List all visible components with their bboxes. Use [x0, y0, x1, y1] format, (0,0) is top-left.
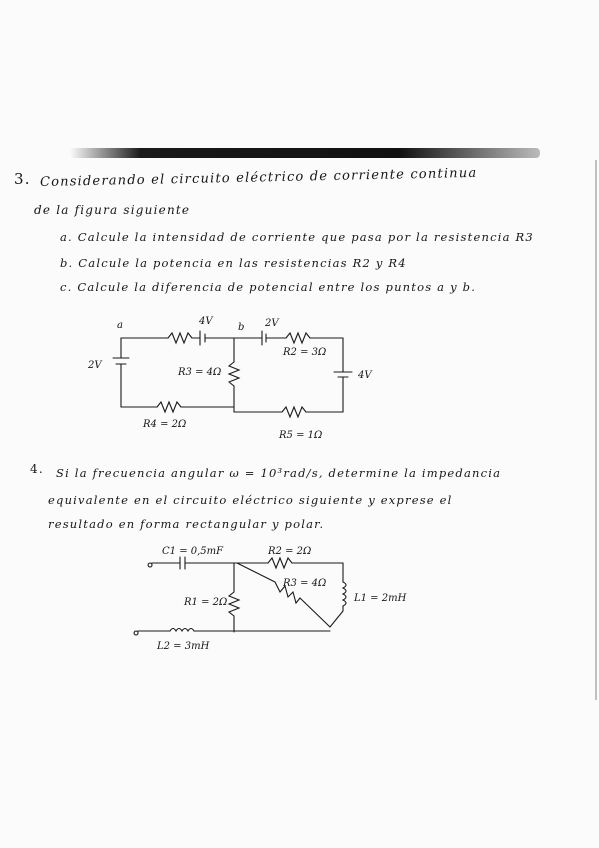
problem3-statement-line2: de la figura siguiente	[34, 203, 191, 217]
problem4-statement-line1: Si la frecuencia angular ω = 10³rad/s, determine la impedancia	[56, 466, 502, 480]
problem4-number: 4.	[30, 462, 44, 476]
problem3-statement-line1: Considerando el circuito eléctrico de corriente continua	[39, 165, 478, 190]
inductor-l2	[170, 629, 194, 632]
battery-top-right-label: 2V	[265, 318, 279, 329]
problem3-number: 3.	[14, 170, 31, 188]
problem3-item-c: c. Calcule la diferencia de potencial entre los puntos a y b.	[60, 280, 477, 294]
l2-label: L2 = 3mH	[157, 641, 210, 652]
problem3-item-b: b. Calcule la potencia en las resistencias R2 y R4	[60, 256, 407, 270]
battery-right-label: 4V	[358, 370, 372, 381]
c1-label: C1 = 0,5mF	[162, 546, 224, 557]
r5-label: R5 = 1Ω	[279, 430, 323, 441]
problem3-item-a: a. Calcule la intensidad de corriente que pasa por la resistencia R3	[60, 230, 534, 244]
resistor-r2-c2	[268, 558, 292, 568]
problem4-statement-line3: resultado en forma rectangular y polar.	[48, 517, 325, 531]
l1-label: L1 = 2mH	[354, 593, 407, 604]
problem4-statement-line2: equivalente en el circuito eléctrico siguiente y exprese el	[48, 493, 453, 507]
r3-label: R3 = 4Ω	[178, 367, 222, 378]
r1-c2-label: R1 = 2Ω	[184, 597, 228, 608]
r2-label: R2 = 3Ω	[283, 347, 327, 358]
battery-top-left-label: 4V	[199, 316, 213, 327]
r2-c2-label: R2 = 2Ω	[268, 546, 312, 557]
r4-label: R4 = 2Ω	[143, 419, 187, 430]
node-b-label: b	[238, 322, 245, 333]
inductor-l1	[343, 582, 346, 606]
battery-left-label: 2V	[88, 360, 102, 371]
resistor-r1-c2	[229, 592, 239, 616]
r3-c2-label: R3 = 4Ω	[283, 578, 327, 589]
node-a-label: a	[117, 320, 123, 331]
